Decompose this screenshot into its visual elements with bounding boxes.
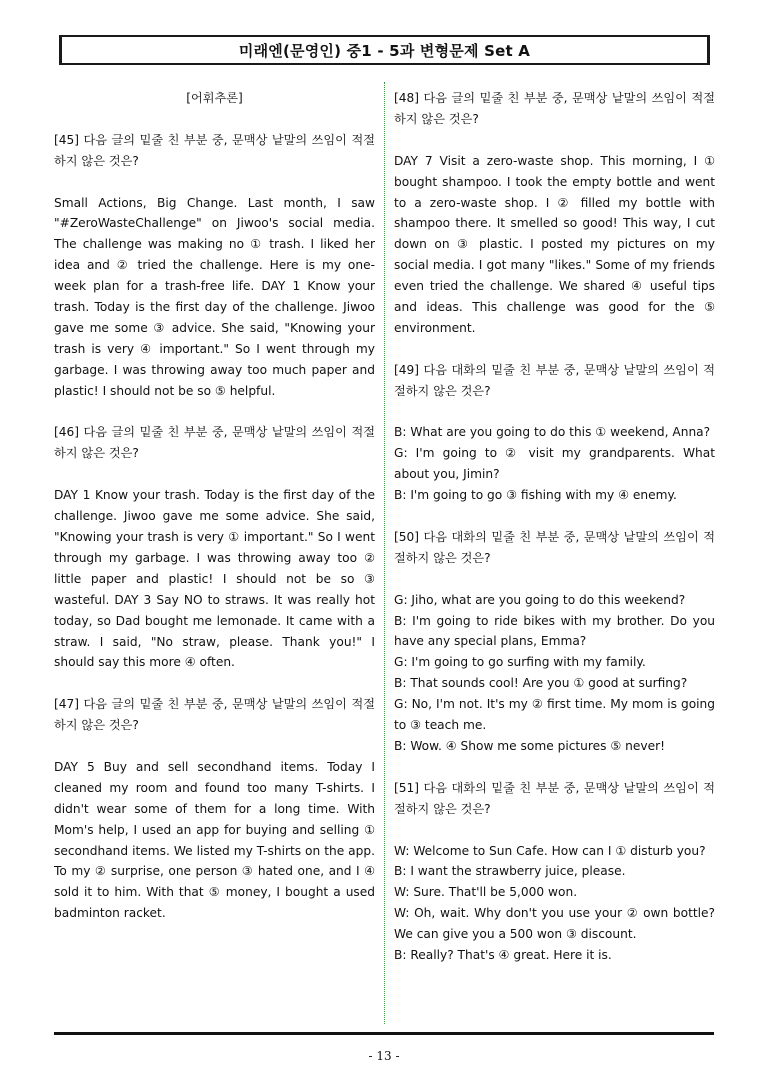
right-column [394, 88, 715, 966]
dialogue-line: W: Oh, wait. Why don't you use your ② own bottle? We can give you a 500 won ③ discount. [394, 906, 715, 942]
section-label: [어휘추론] [186, 91, 243, 105]
dialogue-line: G: I'm going to go surfing with my family. [394, 655, 646, 670]
bottom-rule [54, 1032, 714, 1035]
q48-passage: DAY 7 Visit a zero-waste shop. This morning, I ① bought shampoo. I took the empty bottle and went to a zero-waste shop. I ② filled my bottle with shampoo there. It smelled so good! This way, I cut down on ③ plastic. I posted my pictures on my social media. I got many "likes." Some of my friends even tried the challenge. We shared ④ useful tips and ideas. This challenge was good for the ⑤ environment. [394, 153, 715, 335]
dialogue-line: B: I'm going to go ③ fishing with my ④ enemy. [394, 488, 677, 503]
q47-passage: DAY 5 Buy and sell secondhand items. Today I cleaned my room and found too many T-shirts. I didn't wear some of them for a long time. With Mom's help, I used an app for buying and selling ① secondhand items. We listed my T-shirts on the app. To my ② surprise, one person ③ hated one, and I ④ sold it to him. With that ⑤ money, I bought a used badminton racket. [54, 759, 375, 921]
column-divider [384, 82, 385, 1024]
q47-prompt: [47] 다음 글의 밑줄 친 부분 중, 문맥상 낱말의 쓰임이 적절하지 않은 것은? [54, 697, 375, 733]
dialogue-line: G: I'm going to ② visit my grandparents. What about you, Jimin? [394, 446, 715, 482]
dialogue-line: G: Jiho, what are you going to do this weekend? [394, 592, 686, 607]
q49-prompt: [49] 다음 대화의 밑줄 친 부분 중, 문맥상 낱말의 쓰임이 적절하지 않은 것은? [394, 362, 715, 398]
dialogue-line: B: I want the strawberry juice, please. [394, 864, 626, 879]
left-column [54, 88, 375, 924]
dialogue-line: B: I'm going to ride bikes with my brother. Do you have any special plans, Emma? [394, 613, 715, 649]
page-number: - 13 - [368, 1049, 400, 1063]
q46-prompt: [46] 다음 글의 밑줄 친 부분 중, 문맥상 낱말의 쓰임이 적절하지 않은 것은? [54, 425, 375, 461]
dialogue-line: G: No, I'm not. It's my ② first time. My mom is going to ③ teach me. [394, 697, 715, 733]
dialogue-line: B: Really? That's ④ great. Here it is. [394, 948, 612, 963]
q50-prompt: [50] 다음 대화의 밑줄 친 부분 중, 문맥상 낱말의 쓰임이 적절하지 않은 것은? [394, 529, 715, 565]
dialogue-line: B: Wow. ④ Show me some pictures ⑤ never! [394, 739, 666, 754]
q46-passage: DAY 1 Know your trash. Today is the first day of the challenge. Jiwoo gave me some advice. She said, "Knowing your trash is very ① important." So I went through my garbage. I was throwing away too ② little paper and plastic! I should not be so ③ wasteful. DAY 3 Say NO to straws. It was really hot today, so Dad bought me lemonade. It came with a straw. I said, "No straw, please. Thank you!" I should say this more ④ often. [54, 488, 375, 670]
dialogue-line: W: Welcome to Sun Cafe. How can I ① disturb you? [394, 843, 706, 858]
q45-passage: Small Actions, Big Change. Last month, I saw "#ZeroWasteChallenge" on Jiwoo's social media. The challenge was making no ① trash. I liked her idea and ② tried the challenge. Here is my one-week plan for a trash-free life. DAY 1 Know your trash. Today is the first day of the challenge. Jiwoo gave me some ③ advice. She said, "Knowing your trash is very ④ important." So I went through my garbage. I was throwing away too much paper and plastic! I should not be so ⑤ helpful. [54, 195, 375, 398]
dialogue-line: B: What are you going to do this ① weekend, Anna? [394, 425, 711, 440]
q48-prompt: [48] 다음 글의 밑줄 친 부분 중, 문맥상 낱말의 쓰임이 적절하지 않은 것은? [394, 91, 715, 126]
title-box [59, 35, 710, 65]
q51-prompt: [51] 다음 대화의 밑줄 친 부분 중, 문맥상 낱말의 쓰임이 적절하지 않은 것은? [394, 780, 715, 816]
q45-prompt: [45] 다음 글의 밑줄 친 부분 중, 문맥상 낱말의 쓰임이 적절하지 않은 것은? [54, 132, 375, 168]
page-title: 미래엔(문영인) 중1 - 5과 변형문제 Set A [238, 41, 531, 60]
dialogue-line: B: That sounds cool! Are you ① good at surfing? [394, 676, 688, 691]
dialogue-line: W: Sure. That'll be 5,000 won. [394, 885, 578, 900]
